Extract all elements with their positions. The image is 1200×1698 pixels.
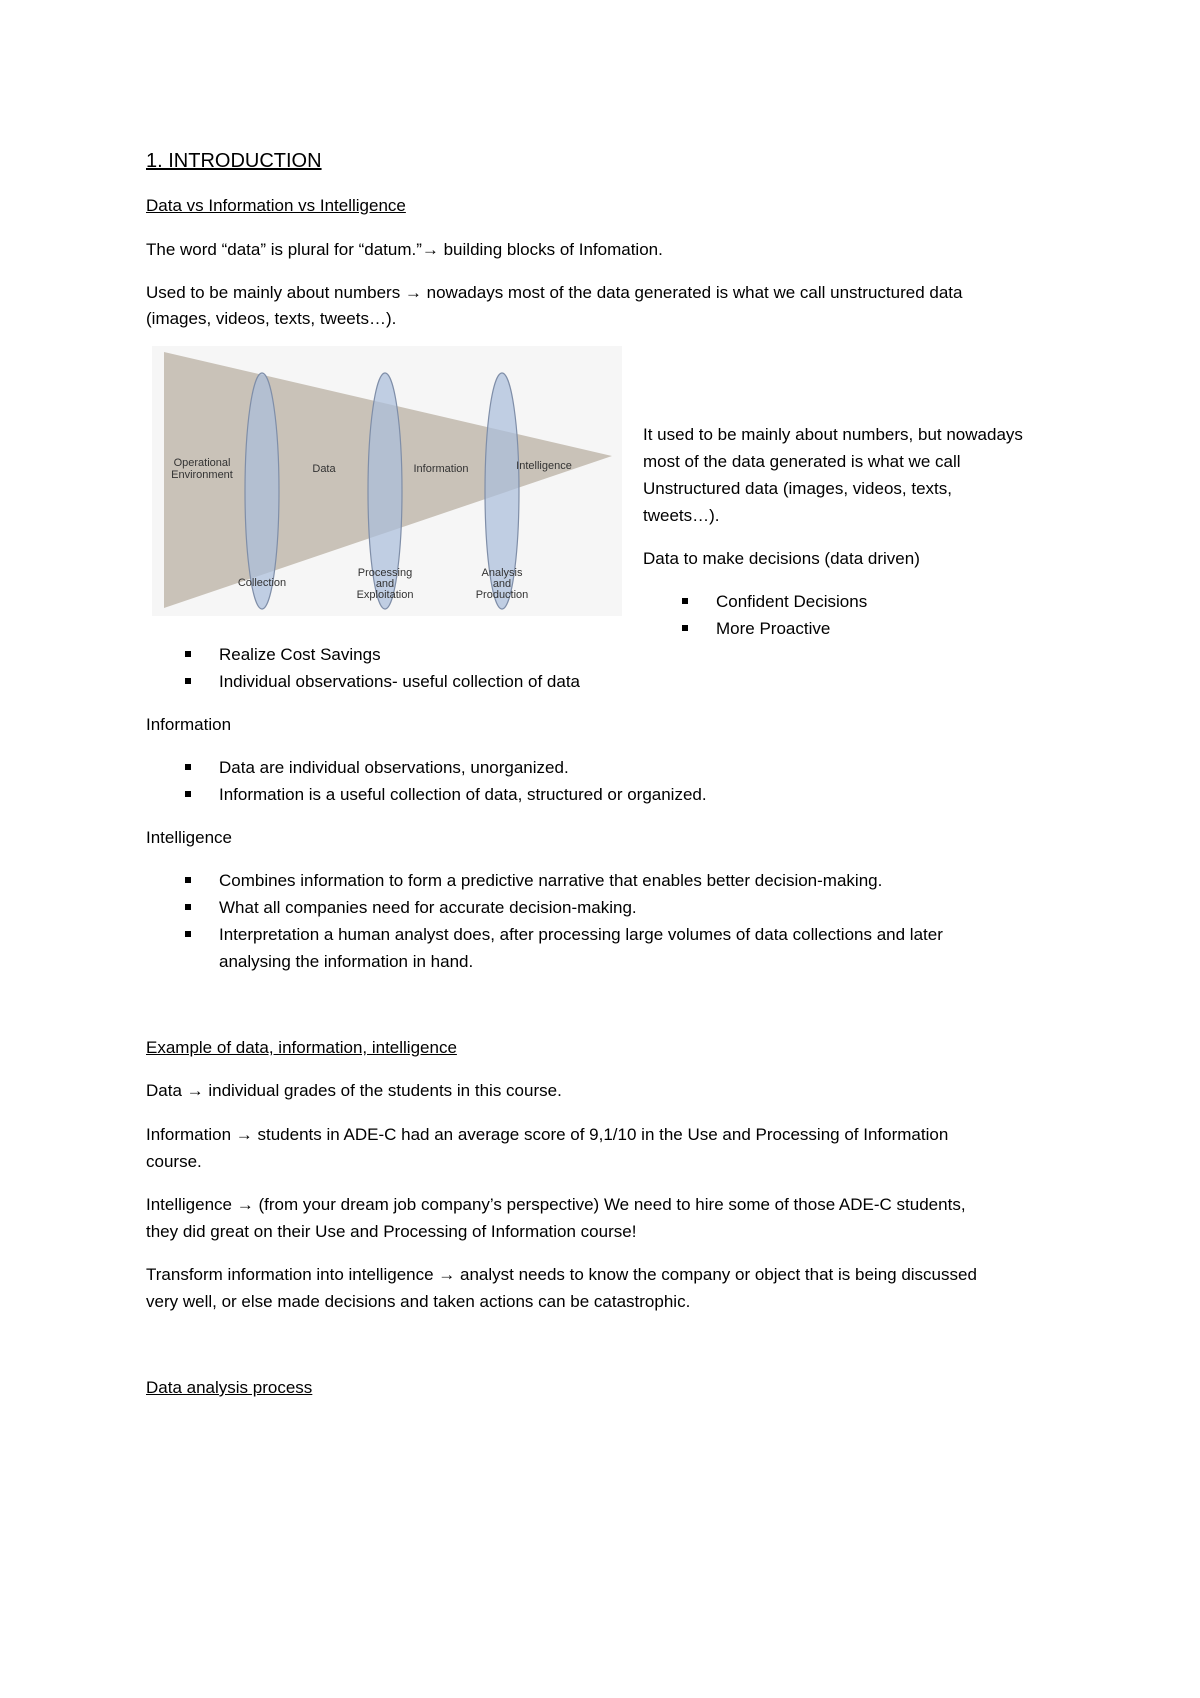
lens-processing-line2: and	[375, 578, 395, 590]
data-analysis-process-title: Data analysis process	[146, 1378, 313, 1397]
paragraph-unstructured-line2: (images, videos, texts, tweets…).	[146, 309, 397, 328]
side-text-line4: tweets…).	[643, 506, 720, 525]
lens-processing-line1: Processing	[357, 567, 413, 579]
bullet-marker	[185, 678, 191, 684]
side-text-line1: It used to be mainly about numbers, but nowadays	[643, 425, 1023, 444]
section-title-data-vs-info: Data vs Information vs Intelligence	[146, 196, 406, 215]
intelligence-bullet-2: What all companies need for accurate decision-making.	[219, 898, 637, 917]
example-data-line: Data → individual grades of the students in this course.	[146, 1081, 562, 1100]
bullet-marker	[185, 877, 191, 883]
bullet-marker	[682, 625, 688, 631]
stage-information: Information	[413, 463, 469, 475]
side-bullet-proactive: More Proactive	[716, 619, 831, 638]
collection-lens	[245, 373, 279, 609]
intelligence-title: Intelligence	[146, 828, 233, 847]
bullet-marker	[185, 791, 191, 797]
bullet-cost-savings: Realize Cost Savings	[219, 645, 381, 664]
side-bullet-confident: Confident Decisions	[716, 592, 868, 611]
information-bullet-2: Information is a useful collection of data, structured or organized.	[219, 785, 707, 804]
stage-data: Data	[312, 463, 336, 475]
bullet-individual-observations: Individual observations- useful collection of data	[219, 672, 580, 691]
side-text-line3: Unstructured data (images, videos, texts,	[643, 479, 952, 498]
bullet-marker	[682, 598, 688, 604]
paragraph-unstructured-line1: Used to be mainly about numbers → nowadays most of the data generated is what we call unstructured data	[146, 283, 963, 302]
information-bullet-1: Data are individual observations, unorganized.	[219, 758, 569, 777]
intelligence-bullet-3-line1: Interpretation a human analyst does, after processing large volumes of data collections and later	[219, 925, 943, 944]
paragraph-datum: The word “data” is plural for “datum.”→ building blocks of Infomation.	[146, 240, 663, 259]
bullet-marker	[185, 651, 191, 657]
bullet-marker	[185, 904, 191, 910]
intelligence-bullet-3-line2: analysing the information in hand.	[219, 952, 474, 971]
lens-analysis-line2: and	[492, 578, 512, 590]
example-information-line1: Information → students in ADE-C had an average score of 9,1/10 in the Use and Processing of Information	[146, 1125, 949, 1144]
stage-operational-line1: Operational	[173, 457, 231, 469]
lens-analysis-line1: Analysis	[481, 567, 523, 579]
example-title: Example of data, information, intelligence	[146, 1038, 457, 1057]
page-title: 1. INTRODUCTION	[146, 150, 322, 172]
intelligence-bullet-1: Combines information to form a predictive narrative that enables better decision-making.	[219, 871, 883, 890]
bullet-marker	[185, 764, 191, 770]
intelligence-funnel-diagram	[152, 346, 622, 616]
example-intelligence-line2: they did great on their Use and Processing of Information course!	[146, 1222, 637, 1241]
stage-intelligence: Intelligence	[516, 460, 572, 472]
lens-processing-line3: Exploitation	[356, 589, 414, 601]
information-title: Information	[146, 715, 232, 734]
example-transform-line2: very well, or else made decisions and taken actions can be catastrophic.	[146, 1292, 691, 1311]
lens-analysis-line3: Production	[475, 589, 529, 601]
example-transform-line1: Transform information into intelligence → analyst needs to know the company or object that is being discussed	[146, 1265, 977, 1284]
side-decisions: Data to make decisions (data driven)	[643, 549, 920, 568]
lens-collection-label: Collection	[237, 577, 287, 589]
example-intelligence-line1: Intelligence → (from your dream job company’s perspective) We need to hire some of those ADE-C students,	[146, 1195, 966, 1214]
bullet-marker	[185, 931, 191, 937]
side-text-line2: most of the data generated is what we call	[643, 452, 961, 471]
example-information-line2: course.	[146, 1152, 202, 1171]
stage-operational-line2: Environment	[171, 469, 233, 481]
